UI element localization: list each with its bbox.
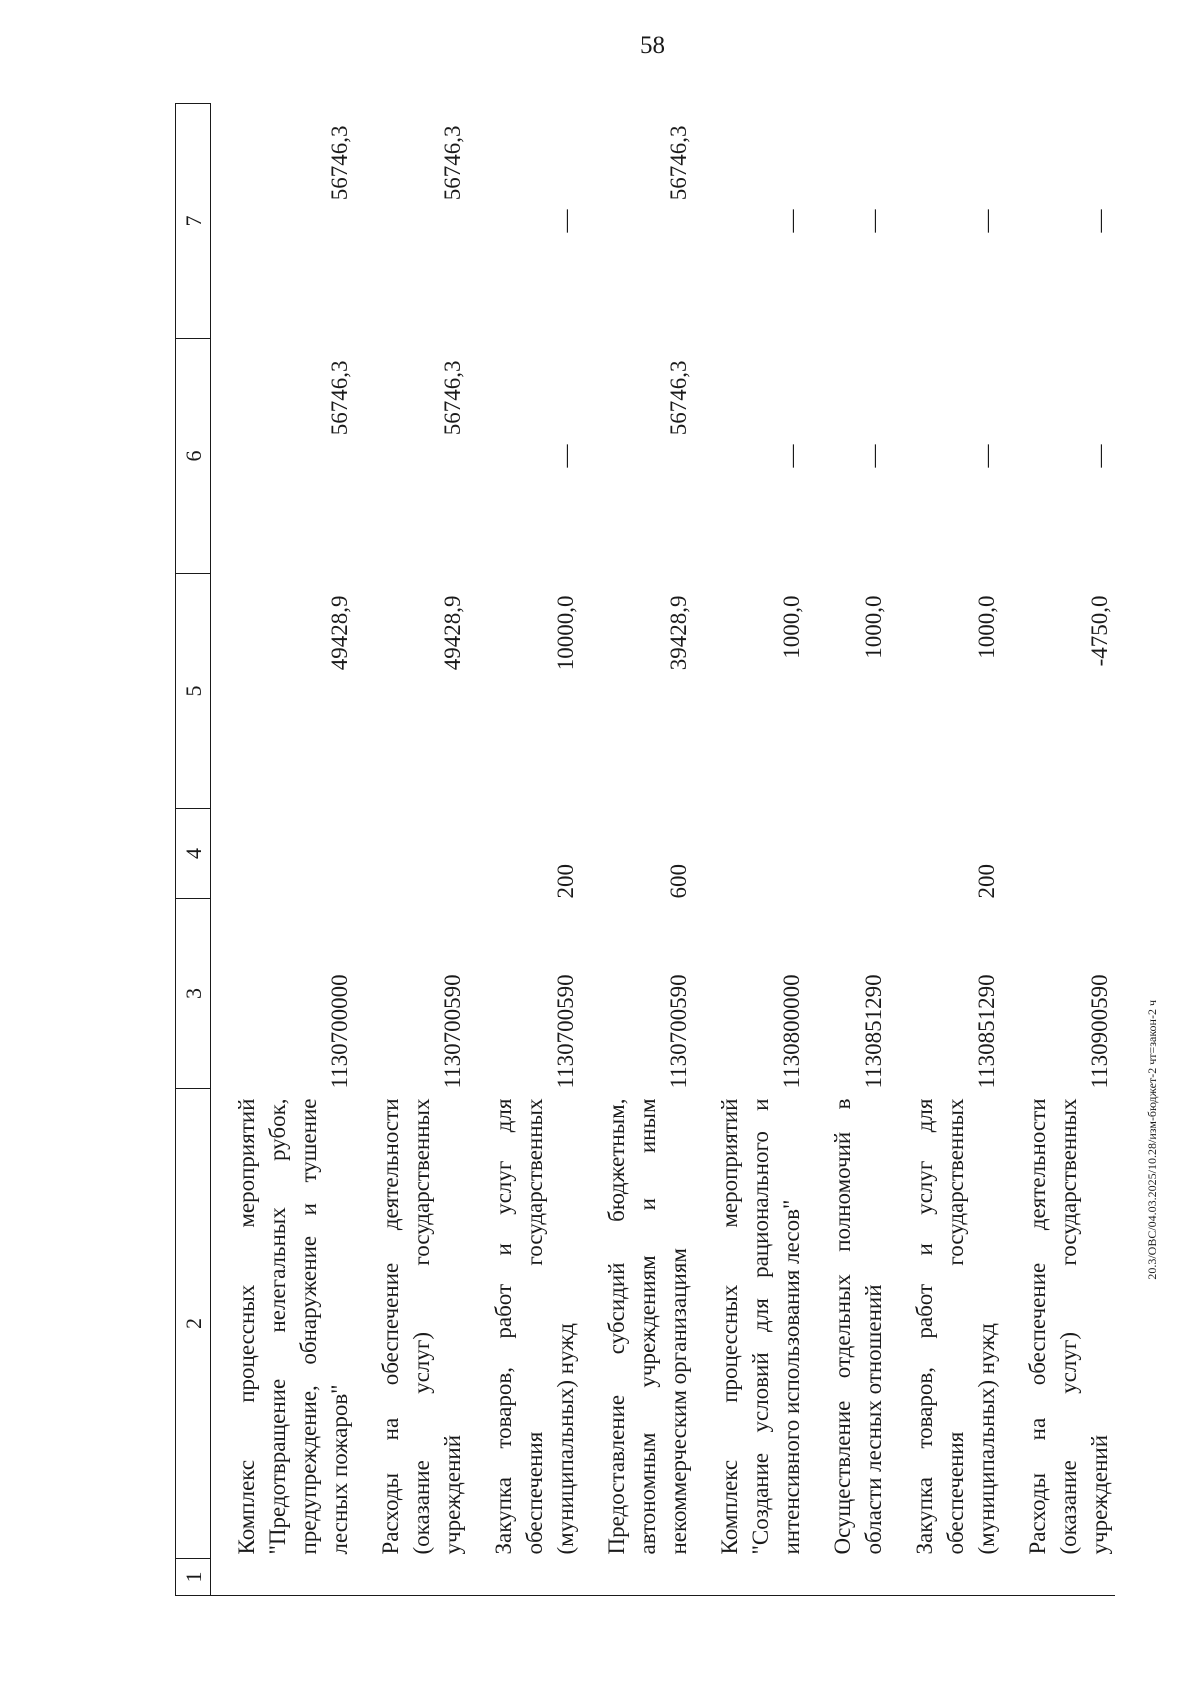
row-value-6-cell: — bbox=[553, 444, 578, 468]
row-code-cell: 1130851290 bbox=[974, 974, 999, 1089]
page-number: 58 bbox=[640, 32, 665, 59]
row-code-cell: 1130851290 bbox=[861, 974, 886, 1089]
row-value-5-cell: 1000,0 bbox=[779, 595, 804, 659]
row-value-5-cell: -4750,0 bbox=[1087, 595, 1112, 667]
row-value-6-cell: — bbox=[974, 444, 999, 468]
row-vr-cell: 200 bbox=[553, 864, 578, 899]
header-cell-4: 4 bbox=[176, 809, 211, 899]
row-value-5-cell: 1000,0 bbox=[861, 595, 886, 659]
header-cell-5: 5 bbox=[176, 574, 211, 809]
row-number-cell bbox=[1002, 1559, 1115, 1596]
row-vr-cell bbox=[1002, 809, 1115, 899]
table-row bbox=[807, 104, 889, 1596]
table-row bbox=[468, 104, 581, 1596]
row-value-5-cell: 10000,0 bbox=[553, 595, 578, 671]
row-number-cell bbox=[581, 1559, 694, 1596]
header-cell-6: 6 bbox=[176, 339, 211, 574]
row-code-cell: 1130900590 bbox=[1087, 974, 1112, 1089]
row-value-5-cell: 49428,9 bbox=[440, 595, 465, 671]
row-vr-cell bbox=[355, 809, 468, 899]
row-value-6-cell: 56746,3 bbox=[666, 360, 691, 436]
row-name-cell: Закупка товаров, работ и услуг для обеспечения государственных (муниципальных) нужд bbox=[491, 1098, 578, 1555]
table-row bbox=[889, 104, 1002, 1596]
header-cell-1: 1 bbox=[176, 1559, 211, 1596]
row-vr-cell: 600 bbox=[666, 864, 691, 899]
row-value-7-cell: — bbox=[1087, 209, 1112, 233]
row-value-6-cell: 56746,3 bbox=[440, 360, 465, 436]
row-name-cell: Осуществление отдельных полномочий в области лесных отношений bbox=[830, 1098, 886, 1555]
row-number-cell bbox=[889, 1559, 1002, 1596]
row-value-7-cell: 56746,3 bbox=[666, 125, 691, 201]
row-name-cell: Предоставление субсидий бюджетным, автономным учреждениям и иным некоммерческим организациям bbox=[604, 1098, 691, 1555]
row-value-7-cell: — bbox=[974, 209, 999, 233]
row-value-6-cell: — bbox=[861, 444, 886, 468]
row-number-cell bbox=[807, 1559, 889, 1596]
row-number-cell bbox=[468, 1559, 581, 1596]
header-cell-7: 7 bbox=[176, 104, 211, 339]
row-name-cell: Закупка товаров, работ и услуг для обеспечения государственных (муниципальных) нужд bbox=[912, 1098, 999, 1555]
budget-table-rotated bbox=[175, 104, 1112, 1596]
table-row bbox=[211, 104, 356, 1596]
row-number-cell bbox=[694, 1559, 807, 1596]
row-vr-cell: 200 bbox=[974, 864, 999, 899]
row-vr-cell bbox=[807, 809, 889, 899]
row-value-6-cell: — bbox=[779, 444, 804, 468]
header-row bbox=[176, 104, 211, 1596]
row-value-7-cell: — bbox=[553, 209, 578, 233]
table-row bbox=[694, 104, 807, 1596]
row-value-5-cell: 39428,9 bbox=[666, 595, 691, 671]
budget-table bbox=[175, 103, 1115, 1596]
row-vr-cell bbox=[694, 809, 807, 899]
table-row bbox=[1002, 104, 1115, 1596]
row-code-cell: 1130700000 bbox=[327, 974, 352, 1089]
document-footer-code: 20.3/ОВС/04.03.2025/10.28/изм-бюджет-2 чт=закон-2 ч bbox=[1145, 1000, 1159, 1280]
row-code-cell: 1130700590 bbox=[666, 974, 691, 1089]
row-code-cell: 1130700590 bbox=[553, 974, 578, 1089]
row-name-cell: Расходы на обеспечение деятельности (оказание услуг) государственных учреждений bbox=[1025, 1098, 1112, 1555]
row-value-5-cell: 1000,0 bbox=[974, 595, 999, 659]
row-value-7-cell: 56746,3 bbox=[327, 125, 352, 201]
row-name-cell: Расходы на обеспечение деятельности (оказание услуг) государственных учреждений bbox=[378, 1098, 465, 1555]
row-value-6-cell: — bbox=[1087, 444, 1112, 468]
row-value-5-cell: 49428,9 bbox=[327, 595, 352, 671]
row-value-6-cell: 56746,3 bbox=[327, 360, 352, 436]
row-value-7-cell: — bbox=[779, 209, 804, 233]
header-cell-2: 2 bbox=[176, 1089, 211, 1559]
header-cell-3: 3 bbox=[176, 899, 211, 1089]
row-value-7-cell: 56746,3 bbox=[440, 125, 465, 201]
row-code-cell: 1130800000 bbox=[779, 974, 804, 1089]
table-row bbox=[581, 104, 694, 1596]
row-code-cell: 1130700590 bbox=[440, 974, 465, 1089]
row-number-cell bbox=[211, 1559, 356, 1596]
table-row bbox=[355, 104, 468, 1596]
row-number-cell bbox=[355, 1559, 468, 1596]
row-value-7-cell: — bbox=[861, 209, 886, 233]
row-name-cell: Комплекс процессных мероприятий "Предотвращение нелегальных рубок, предупреждение, обнаружение и тушение лесных пожаров" bbox=[234, 1098, 352, 1555]
row-vr-cell bbox=[211, 809, 356, 899]
row-name-cell: Комплекс процессных мероприятий "Создание условий для рационального и интенсивного использования лесов" bbox=[717, 1098, 804, 1555]
